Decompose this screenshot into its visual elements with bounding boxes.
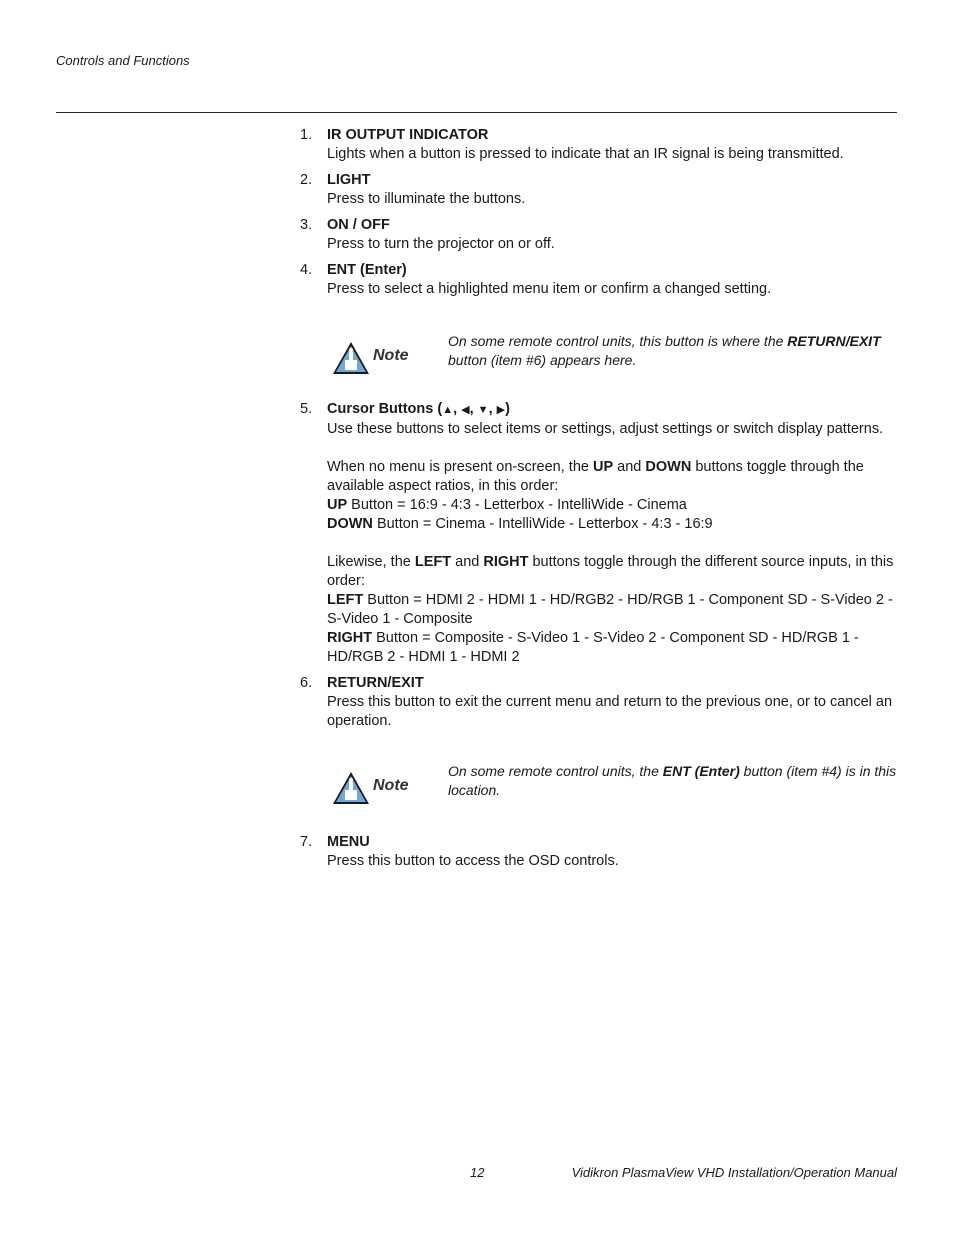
manual-title: Vidikron PlasmaView VHD Installation/Operation Manual xyxy=(571,1165,897,1180)
item-number: 7. xyxy=(300,834,313,850)
note-icon xyxy=(331,340,371,376)
item-title: Cursor Buttons (▲, ◀, ▼, ▶) xyxy=(327,401,510,417)
note-label: Note xyxy=(373,777,409,794)
left-button-line: LEFT Button = HDMI 2 - HDMI 1 - HD/RGB2 - HD/RGB 1 - Component SD - S-Video 2 - S-Video 1 - Composite xyxy=(327,592,893,627)
left-arrow-icon: ◀ xyxy=(461,404,470,416)
note-box xyxy=(297,762,897,814)
note-icon xyxy=(331,770,371,806)
right-button-line: RIGHT Button = Composite - S-Video 1 - S-Video 2 - Component SD - HD/RGB 1 - HD/RGB 2 - HDMI 1 - HDMI 2 xyxy=(327,630,859,665)
item-description: Press this button to access the OSD controls. xyxy=(327,853,619,869)
item-number: 4. xyxy=(300,262,313,278)
item-title: LIGHT xyxy=(327,172,371,188)
item-number: 1. xyxy=(300,127,313,143)
note-text: On some remote control units, this button is where the RETURN/EXIT button (item #6) appears here. xyxy=(448,333,881,368)
aspect-ratio-paragraph: When no menu is present on-screen, the UP and DOWN buttons toggle through the available aspect ratios, in this order: xyxy=(327,459,864,494)
item-description: Press to illuminate the buttons. xyxy=(327,191,526,207)
item-description: Press to turn the projector on or off. xyxy=(327,236,555,252)
up-button-line: UP Button = 16:9 - 4:3 - Letterbox - IntelliWide - Cinema xyxy=(327,497,687,513)
note-text: On some remote control units, the ENT (Enter) button (item #4) is in this location. xyxy=(448,763,897,798)
list-item xyxy=(297,171,897,209)
item-title: RETURN/EXIT xyxy=(327,675,424,691)
note-box xyxy=(297,332,897,384)
list-item xyxy=(297,833,897,871)
up-arrow-icon: ▲ xyxy=(442,404,454,416)
running-header: Controls and Functions xyxy=(56,53,190,68)
source-input-paragraph: Likewise, the LEFT and RIGHT buttons toggle through the different source inputs, in this order: xyxy=(327,554,894,589)
list-item xyxy=(297,261,897,299)
list-item xyxy=(297,216,897,254)
item-title: IR OUTPUT INDICATOR xyxy=(327,127,489,143)
down-arrow-icon: ▼ xyxy=(477,404,489,416)
item-description: Use these buttons to select items or settings, adjust settings or switch display patterns. xyxy=(327,421,884,437)
item-description: Press to select a highlighted menu item or confirm a changed setting. xyxy=(327,281,772,297)
item-number: 2. xyxy=(300,172,313,188)
item-title: MENU xyxy=(327,834,370,850)
item-title: ENT (Enter) xyxy=(327,262,407,278)
item-number: 6. xyxy=(300,675,313,691)
item-title: ON / OFF xyxy=(327,217,390,233)
item-number: 5. xyxy=(300,401,313,417)
right-arrow-icon: ▶ xyxy=(496,404,506,416)
item-number: 3. xyxy=(300,217,313,233)
item-description: Lights when a button is pressed to indicate that an IR signal is being transmitted. xyxy=(327,146,844,162)
list-item xyxy=(297,400,897,667)
list-item xyxy=(297,126,897,164)
note-label: Note xyxy=(373,347,409,364)
page-content xyxy=(297,126,897,871)
down-button-line: DOWN Button = Cinema - IntelliWide - Letterbox - 4:3 - 16:9 xyxy=(327,516,713,532)
header-rule xyxy=(56,112,897,113)
item-description: Press this button to exit the current menu and return to the previous one, or to cancel an operation. xyxy=(327,694,893,729)
page-number: 12 xyxy=(470,1165,485,1180)
list-item xyxy=(297,674,897,731)
